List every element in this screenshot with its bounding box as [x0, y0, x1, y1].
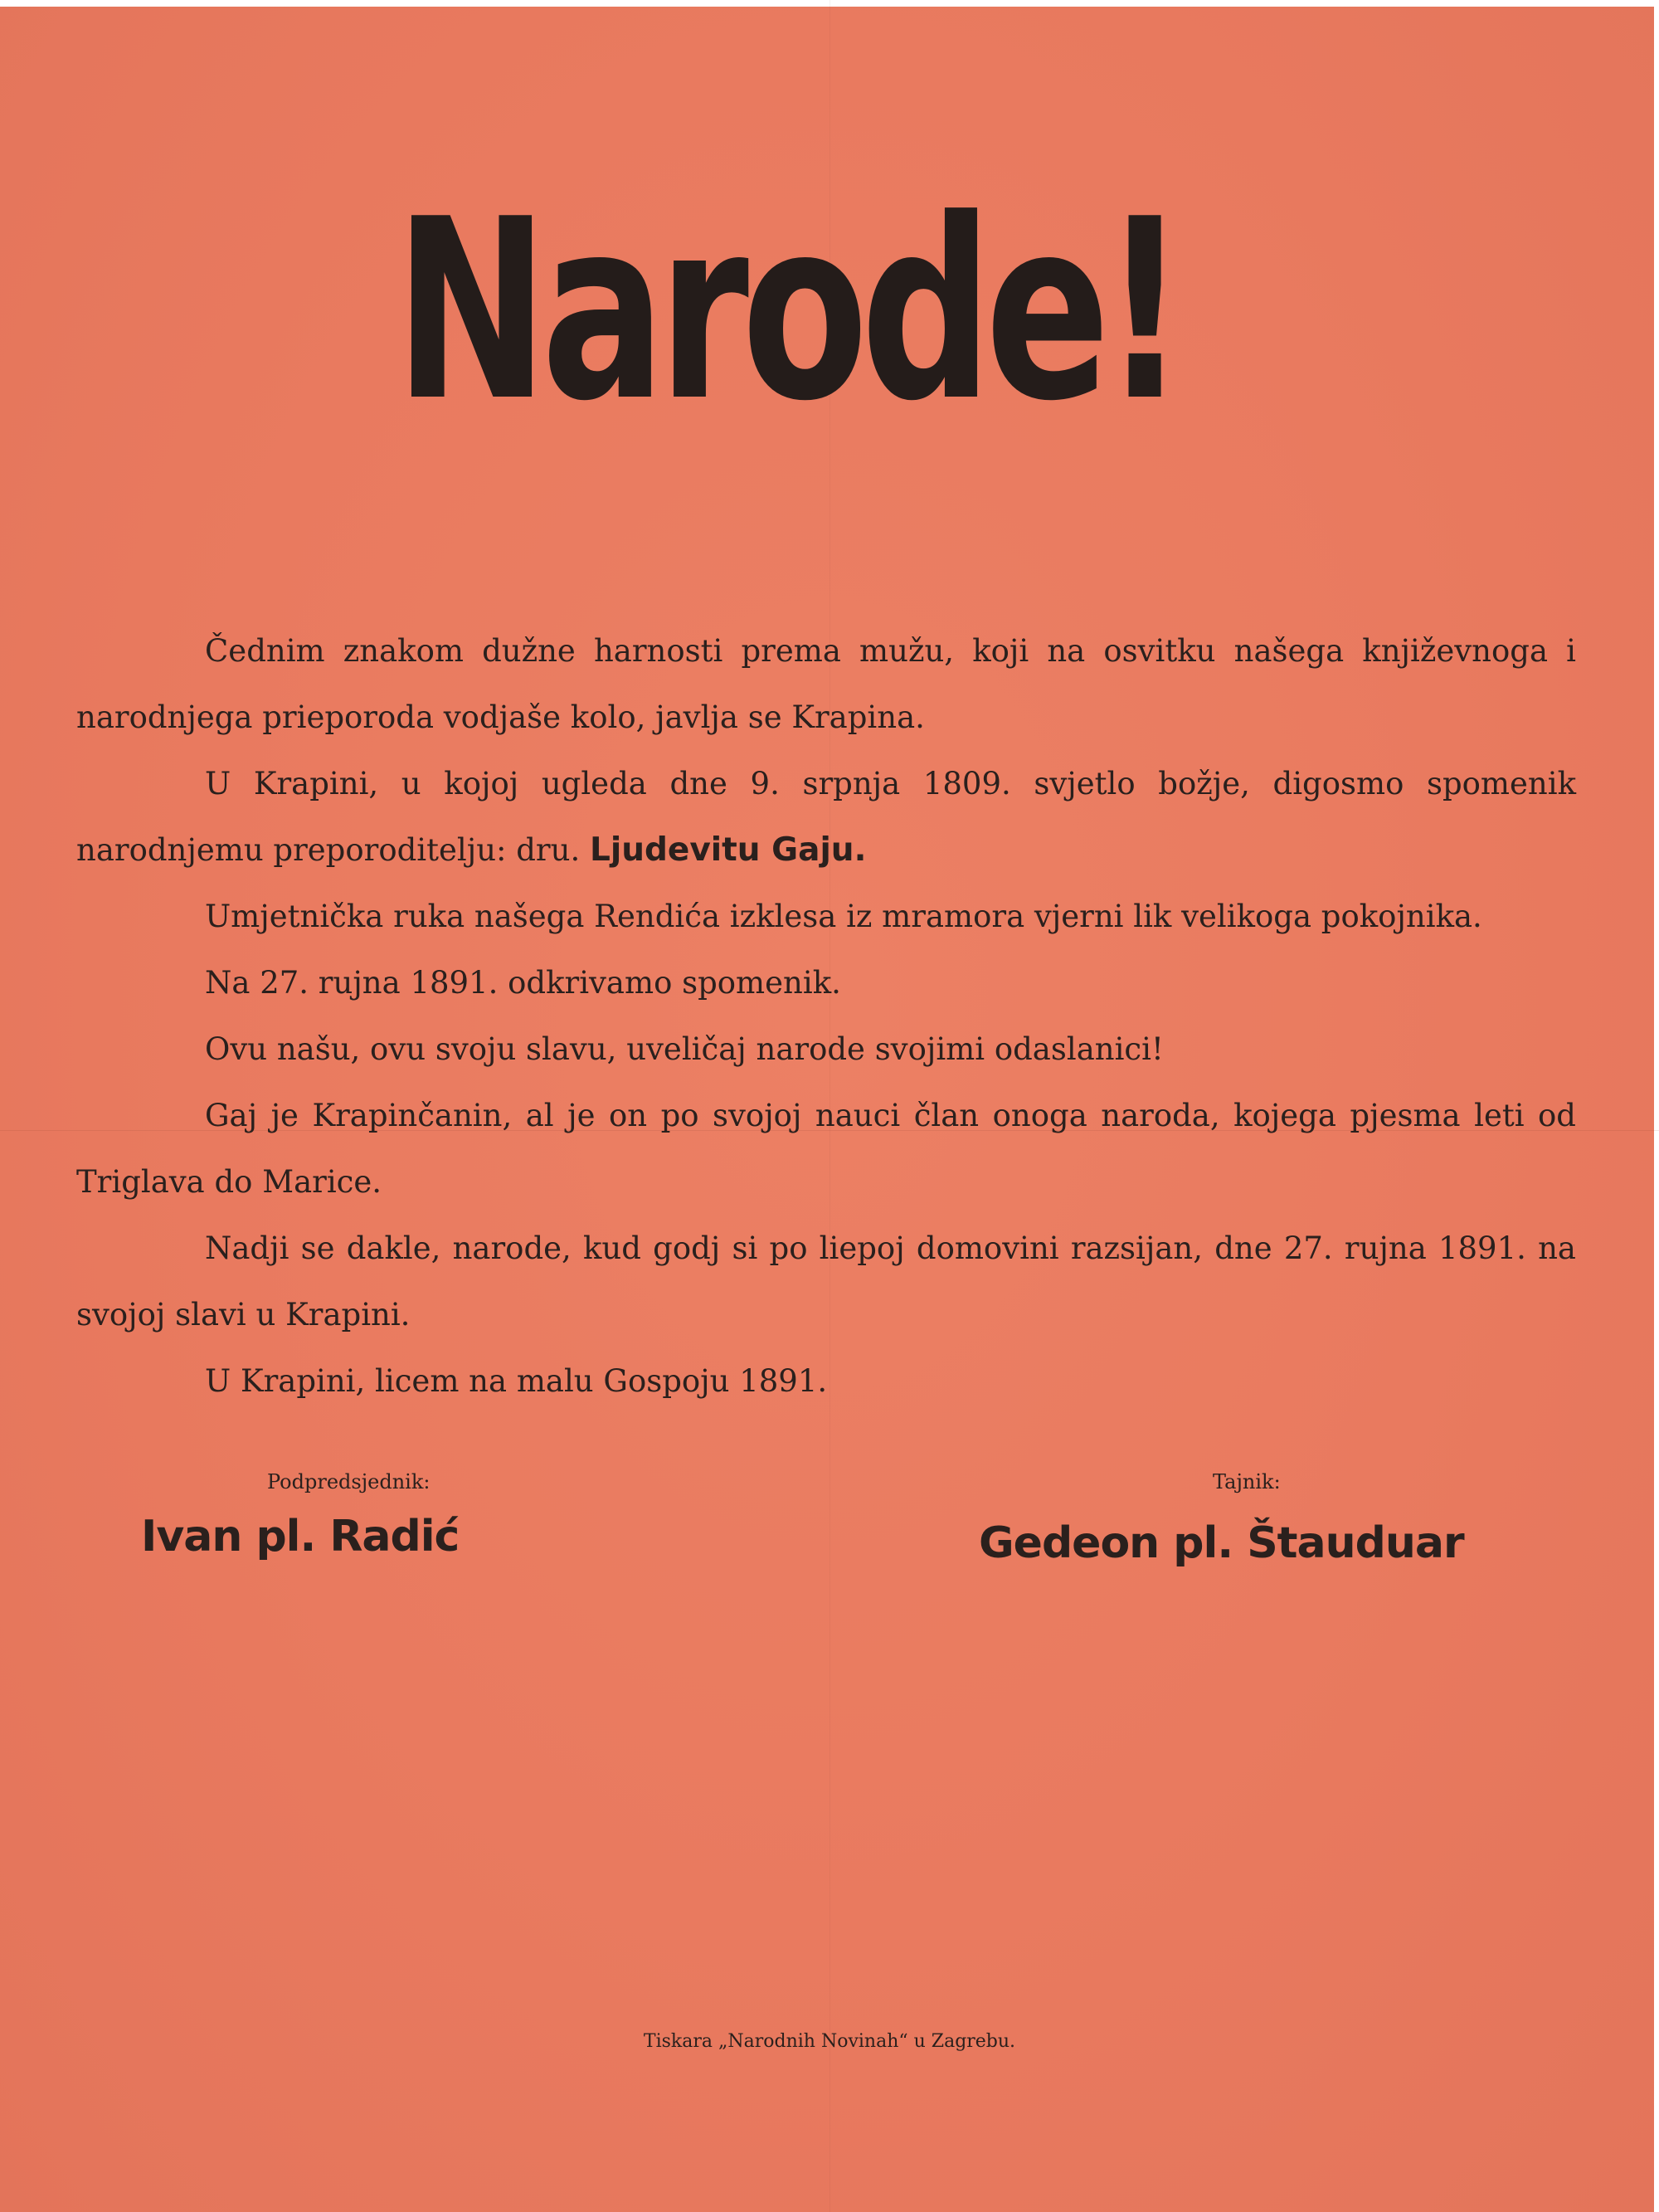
honoree-name: Ljudevitu Gaju.: [589, 831, 867, 869]
poster-title: Narode!: [394, 166, 1180, 456]
paragraph-4: Na 27. rujna 1891. odkrivamo spomenik.: [205, 965, 841, 1001]
secretary-name: Gedeon pl. Štauduar: [979, 1518, 1464, 1568]
printer-imprint: Tiskara „Narodnih Novinah“ u Zagrebu.: [643, 2031, 1016, 2052]
proclamation-body: [76, 618, 1576, 1415]
paragraph-5: Ovu našu, ovu svoju slavu, uveličaj narode svojimi odaslanici!: [205, 1031, 1164, 1067]
paragraph-8: U Krapini, licem na malu Gospoju 1891.: [205, 1363, 828, 1399]
secretary-label: Tajnik:: [1213, 1470, 1281, 1493]
paragraph-3: Umjetnička ruka našega Rendića izklesa iz mramora vjerni lik velikoga pokojnika.: [205, 899, 1482, 934]
vice-president-name: Ivan pl. Radić: [141, 1512, 460, 1562]
paragraph-2: U Krapini, u kojoj ugleda dne 9. srpnja 1809. svjetlo božje, digosmo spomenik narodnjemu preporoditelju: dru. Ljudevitu Gaju.: [76, 766, 1576, 869]
paper-right-edge: [1654, 0, 1659, 2212]
paragraph-7: Nadji se dakle, narode, kud godj si po liepoj domovini razsijan, dne 27. rujna 1891. na svojoj slavi u Krapini.: [76, 1230, 1576, 1333]
paragraph-1: Čednim znakom dužne harnosti prema mužu, koji na osvitku našega književnoga i narodnjega prieporoda vodjaše kolo, javlja se Krapina.: [76, 633, 1576, 735]
paragraph-6: Gaj je Krapinčanin, al je on po svojoj nauci član onoga naroda, kojega pjesma leti od Triglava do Marice.: [76, 1098, 1576, 1200]
vice-president-label: Podpredsjednik:: [267, 1470, 431, 1493]
